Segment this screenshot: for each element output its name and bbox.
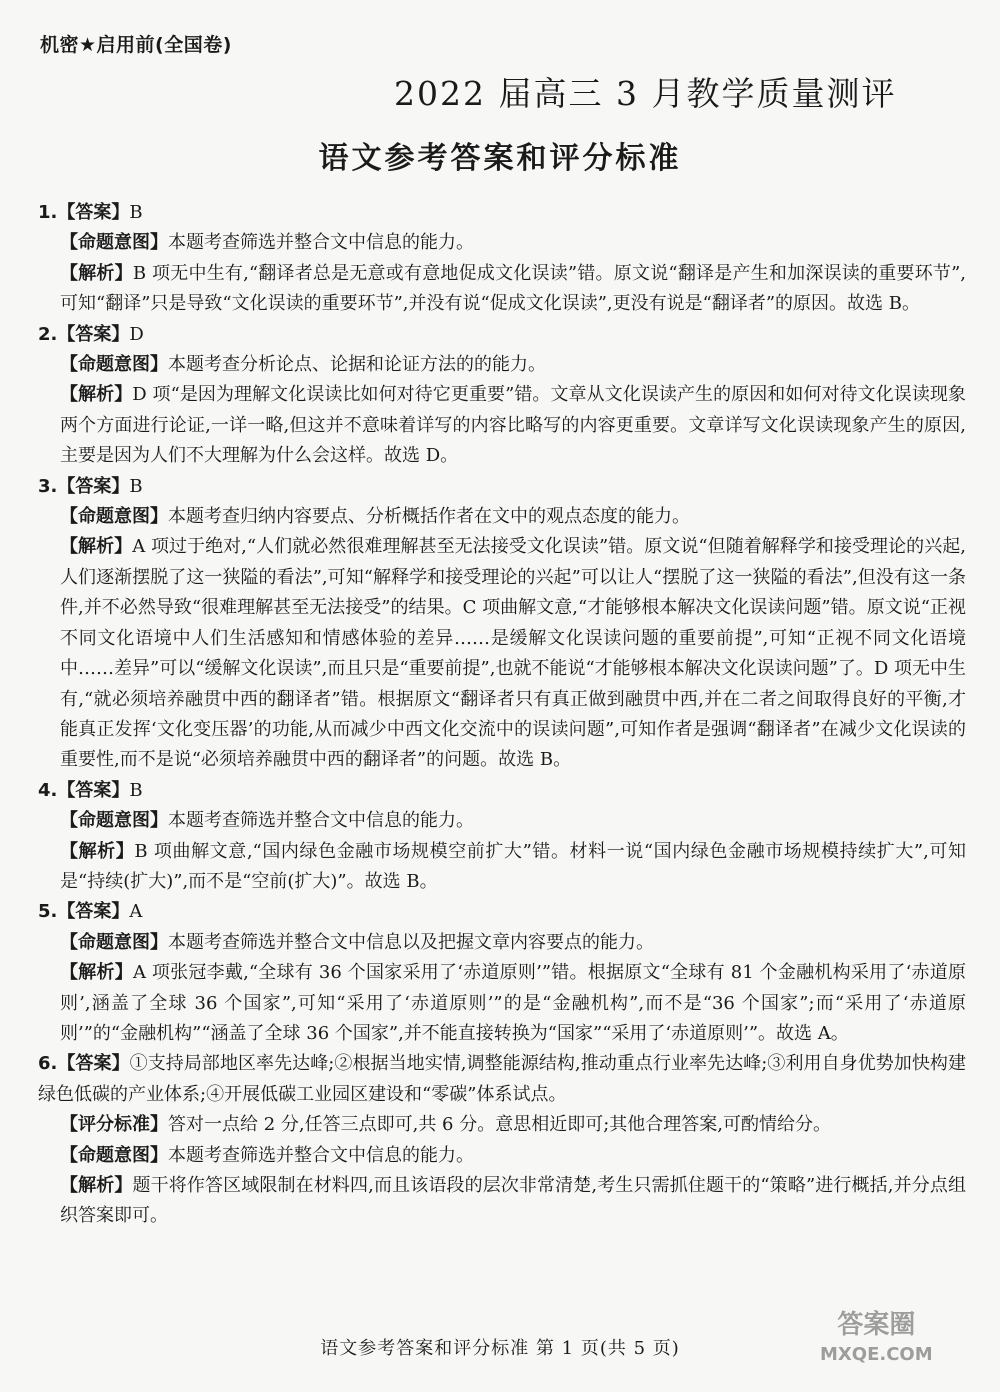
q1-answer: 1.【答案】B bbox=[38, 202, 143, 223]
q3-intent: 【命题意图】本题考查归纳内容要点、分析概括作者在文中的观点态度的能力。 bbox=[60, 506, 690, 528]
q5-intent: 【命题意图】本题考查筛选并整合文中信息以及把握文章内容要点的能力。 bbox=[60, 931, 654, 953]
q5-answer: 5.【答案】A bbox=[38, 901, 143, 923]
q6-scoring: 【评分标准】答对一点给 2 分,任答三点即可,共 6 分。意思相近即可;其他合理答案,可酌情给分。 bbox=[60, 1114, 832, 1136]
watermark-line2: MXQE.COM bbox=[820, 1344, 933, 1365]
page-footer: 语文参考答案和评分标准 第 1 页(共 5 页) bbox=[320, 1338, 680, 1359]
q3-analysis: 【解析】A 项过于绝对,“人们就必然很难理解甚至无法接受文化误读”错。原文说“但随着解释学和接受理论的兴起,人们逐渐摆脱了这一狭隘的看法”,可知“解释学和接受理论的兴起”可以让人“摆脱了这一狭隘的看法”,但没有这一条件,并不必然导致“很难理解甚至无法接受”的结果。C 项曲解文意,“才能够根本解决文化误读问题”错。原文说“正视不同文化语境中人们生活感知和情感体验的差异……是缓解文化误读问题的重要前提”,可知“正视不同文化语境中……差异”可以“缓解文化误读”,而且只是“重要前提”,也就不能说“才能够根本解决文化误读问题”了。D 项无中生有,“就必须培养融贯中西的翻译者”错。根据原文“翻译者只有真正做到融贯中西,并在二者之间取得良好的平衡,才能真正发挥‘文化变压器’的功能,从而减少中西文化交流中的误读问题”,可知作者是强调“翻译者”在减少文化误读的重要性,而不是说“必须培养融贯中西的翻译者”的问题。故选 B。 bbox=[60, 536, 967, 771]
q1-analysis: 【解析】B 项无中生有,“翻译者总是无意或有意地促成文化误读”错。原文说“翻译是产生和加深误读的重要环节”,可知“翻译”只是导致“文化误读的重要环节”,并没有说“促成文化误读”,更没有说是“翻译者”的原因。故选 B。 bbox=[60, 262, 967, 315]
q6-intent: 【命题意图】本题考查筛选并整合文中信息的能力。 bbox=[60, 1144, 474, 1166]
confidential-label: 机密★启用前(全国卷) bbox=[40, 34, 232, 56]
q1-intent: 【命题意图】本题考查筛选并整合文中信息的能力。 bbox=[60, 232, 474, 254]
q4-analysis: 【解析】B 项曲解文意,“国内绿色金融市场规模空前扩大”错。材料一说“国内绿色金融市场规模持续扩大”,可知是“持续(扩大)”,而不是“空前(扩大)”。故选 B。 bbox=[60, 840, 967, 892]
q4-answer: 4.【答案】B bbox=[38, 779, 143, 801]
q2-answer: 2.【答案】D bbox=[38, 323, 144, 345]
watermark-line1: 答案圈 bbox=[837, 1310, 916, 1340]
q6-analysis: 【解析】题干将作答区域限制在材料四,而且该语段的层次非常清楚,考生只需抓住题干的“策略”进行概括,并分点组织答案即可。 bbox=[60, 1175, 966, 1227]
q6-answer: 6.【答案】①支持局部地区率先达峰;②根据当地实情,调整能源结构,推动重点行业率先达峰;③利用自身优势加快构建绿色低碳的产业体系;④开展低碳工业园区建设和“零碳”体系试点。 bbox=[38, 1053, 966, 1105]
q5-analysis: 【解析】A 项张冠李戴,“全球有 36 个国家采用了‘赤道原则’”错。根据原文“全球有 81 个金融机构采用了‘赤道原则’,涵盖了全球 36 个国家”,可知“采用了‘赤道原则’”的是“金融机构”,而不是“36 个国家”;而“采用了‘赤道原则’”的“金融机构”“涵盖了全球 36 个国家”,并不能直接转换为“国家”“采用了‘赤道原则’”。故选 A。 bbox=[60, 962, 967, 1044]
q2-intent: 【命题意图】本题考查分析论点、论据和论证方法的的能力。 bbox=[60, 354, 546, 376]
exam-title: 2022 届高三 3 月教学质量测评 bbox=[394, 74, 897, 113]
watermark-logo bbox=[820, 1310, 933, 1370]
answer-content bbox=[38, 198, 966, 1232]
doc-title: 语文参考答案和评分标准 bbox=[318, 141, 682, 176]
q3-answer: 3.【答案】B bbox=[38, 475, 143, 497]
q2-analysis: 【解析】D 项“是因为理解文化误读比如何对待它更重要”错。文章从文化误读产生的原因和如何对待文化误读现象两个方面进行论证,一详一略,但这并不意味着详写的内容比略写的内容更重要。文章详写文化误读现象产生的原因,主要是因为人们不大理解为什么会这样。故选 D。 bbox=[60, 384, 966, 467]
q4-intent: 【命题意图】本题考查筛选并整合文中信息的能力。 bbox=[60, 810, 474, 832]
